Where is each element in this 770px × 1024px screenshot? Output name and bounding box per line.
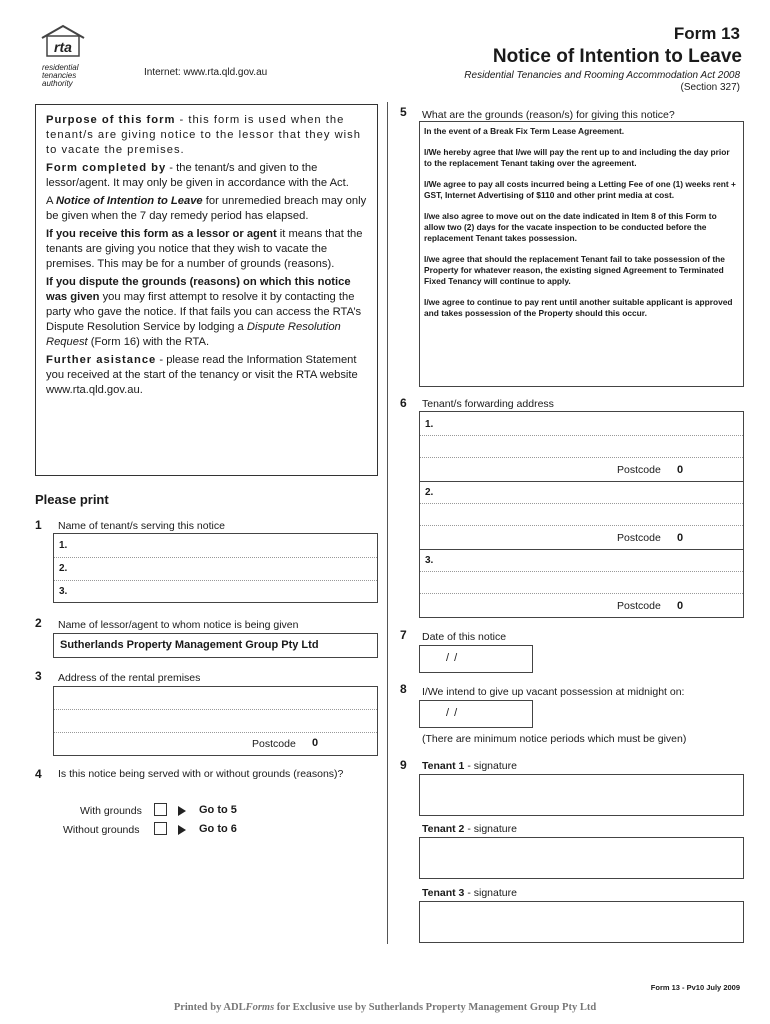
postcode-label: Postcode (617, 600, 661, 612)
address-1-label: 1. (425, 419, 434, 430)
without-grounds-label: Without grounds (63, 824, 140, 836)
rental-address-box[interactable] (53, 686, 378, 756)
postcode-label: Postcode (617, 532, 661, 544)
tenant-name-3: 3. (59, 586, 68, 597)
form-number: Form 13 (673, 24, 740, 43)
purpose-info-box: Purpose of this form - this form is used when the tenant/s are giving notice to the lessor that they wish to vacate the premises. Form completed by - the tenant/s and given to the lessor/agent. It may only be given in accordance with the Act. A Notice of Intention to Leave for unremedied breach may only be given when the 7 day remedy period has elapsed. If you receive this form as a lessor or agent it means that the tenants are giving you notice that they wish to vacate the premises. This may be for a number of grounds (reasons). If you dispute the grounds (reasons) on which this notice was given you may first attempt to resolve it by contacting the party who gave the notice. If that fails you can access the RTA’s Dispute Resolution Service by lodging a Dispute Resolution Request (Form 16) with the RTA. Further asistance - please read the Information Statement you received at the start of the tenancy or visit the RTA website www.rta.qld.gov.au. (35, 104, 378, 476)
q8-label: I/We intend to give up vacant possession at midnight on: (422, 686, 685, 698)
grounds-paragraph: I/we agree that should the replacement Tenant fail to take possession of the Property for whatever reason, the existing signed Agreement to Terminated Fixed Tenancy will continue to apply. (424, 254, 725, 286)
postcode-label: Postcode (252, 738, 296, 750)
form-version: Form 13 - Pv10 July 2009 (650, 983, 740, 992)
q8-number: 8 (400, 682, 407, 696)
grounds-paragraph: I/we also agree to move out on the date indicated in Item 8 of this Form to allow two (2) days for the vacate inspection to be conducted before the replacement Tenant takes possession. (424, 211, 717, 243)
q4-label: Is this notice being served with or without grounds (reasons)? (58, 768, 344, 780)
logo-text: residential tenancies authority (42, 63, 79, 88)
grounds-paragraph: I/We hereby agree that I/we will pay the rent up to and including the day prior to the replacement Tenant taking over the agreement. (424, 147, 730, 168)
tenant-names-box[interactable] (53, 533, 378, 603)
q2-number: 2 (35, 616, 42, 630)
q2-label: Name of lessor/agent to whom notice is being given (58, 619, 299, 631)
lessor-name-field[interactable]: Sutherlands Property Management Group Pty Ltd (53, 633, 378, 658)
q3-number: 3 (35, 669, 42, 683)
q1-label: Name of tenant/s serving this notice (58, 520, 225, 532)
forwarding-address-box[interactable] (419, 411, 744, 618)
postcode-value: 0 (312, 737, 319, 749)
page-title: Notice of Intention to Leave (492, 46, 742, 67)
q7-label: Date of this notice (422, 631, 507, 643)
please-print-heading: Please print (35, 492, 109, 507)
section-ref: (Section 327) (680, 82, 740, 93)
q6-label: Tenant/s forwarding address (422, 398, 554, 410)
arrow-right-icon (178, 825, 186, 835)
tenant-3-signature-label: Tenant 3 - signature (422, 887, 517, 899)
postcode-label: Postcode (617, 464, 661, 476)
logo-mark-text: rta (54, 39, 72, 55)
postcode-value: 0 (677, 600, 684, 612)
tenant-1-signature-label: Tenant 1 - signature (422, 760, 517, 772)
q4-number: 4 (35, 767, 42, 781)
tenant-3-signature-field[interactable] (419, 901, 744, 943)
grounds-paragraph: In the event of a Break Fix Term Lease Agreement. (424, 126, 625, 136)
q1-number: 1 (35, 518, 42, 532)
tenant-name-1: 1. (59, 540, 68, 551)
with-grounds-checkbox[interactable] (154, 803, 167, 816)
column-divider (387, 102, 388, 944)
q7-number: 7 (400, 628, 407, 642)
notice-date-field[interactable]: / / (419, 645, 533, 673)
vacate-date-field[interactable]: / / (419, 700, 533, 728)
internet-address: Internet: www.rta.qld.gov.au (144, 67, 268, 78)
with-grounds-goto: Go to 5 (199, 804, 237, 816)
tenant-2-signature-field[interactable] (419, 837, 744, 879)
tenant-name-2: 2. (59, 563, 68, 574)
act-name: Residential Tenancies and Rooming Accommodation Act 2008 (464, 70, 740, 81)
without-grounds-checkbox[interactable] (154, 822, 167, 835)
notice-period-note: (There are minimum notice periods which must be given) (422, 733, 687, 745)
grounds-paragraph: I/we agree to continue to pay rent until another suitable applicant is approved and takes possession of the Property should this occur. (424, 297, 733, 318)
postcode-value: 0 (677, 532, 684, 544)
q5-number: 5 (400, 105, 407, 119)
with-grounds-label: With grounds (80, 805, 142, 817)
printed-by-notice: Printed by ADLForms for Exclusive use by Sutherlands Property Management Group Pty Ltd (173, 1002, 597, 1013)
q9-number: 9 (400, 758, 407, 772)
grounds-text-box[interactable] (419, 121, 744, 387)
address-3-label: 3. (425, 555, 434, 566)
house-logo-icon (40, 24, 86, 60)
without-grounds-goto: Go to 6 (199, 823, 237, 835)
q6-number: 6 (400, 396, 407, 410)
grounds-paragraph: I/We agree to pay all costs incurred being a Letting Fee of one (1) weeks rent + GST, Internet Advertising of $110 and other print media at cost. (424, 179, 736, 200)
arrow-right-icon (178, 806, 186, 816)
address-2-label: 2. (425, 487, 434, 498)
tenant-2-signature-label: Tenant 2 - signature (422, 823, 517, 835)
postcode-value: 0 (677, 464, 684, 476)
tenant-1-signature-field[interactable] (419, 774, 744, 816)
q3-label: Address of the rental premises (58, 672, 201, 684)
q5-label: What are the grounds (reason/s) for giving this notice? (422, 109, 675, 121)
